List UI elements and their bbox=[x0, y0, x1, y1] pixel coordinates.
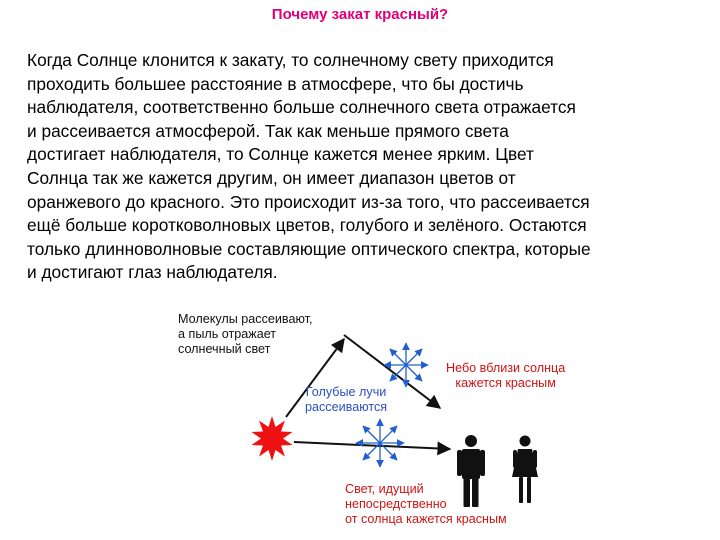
paragraph-line: достигает наблюдателя, то Солнце кажется менее ярким. Цвет bbox=[27, 144, 534, 165]
paragraph-line: Когда Солнце клонится к закату, то солнечному свету приходится bbox=[27, 50, 554, 70]
paragraph-line: и достигают глаз наблюдателя. bbox=[27, 262, 278, 283]
paragraph-line: только длинноволновые составляющие оптического спектра, которые bbox=[27, 238, 591, 259]
paragraph-line: и рассеивается атмосферой. Так как меньше прямого света bbox=[27, 120, 509, 141]
blue-rays-label: Голубые лучи рассеиваются bbox=[305, 385, 388, 414]
sunset-scattering-diagram bbox=[168, 305, 620, 538]
scattering-point-upper bbox=[384, 343, 428, 387]
sun-icon bbox=[252, 416, 293, 461]
observer-woman-icon bbox=[512, 436, 538, 504]
molecules-scatter-label: Молекулы рассеивают, а пыль отражает солнечный свет bbox=[178, 312, 313, 356]
paragraph-line: ещё больше коротковолновых цветов, голубого и зелёного. Остаются bbox=[27, 215, 587, 236]
paragraph-line: наблюдателя, соответственно больше солнечного света отражается bbox=[27, 97, 576, 118]
explanation-paragraph bbox=[27, 49, 697, 285]
sky-near-sun-label: Небо вблизи солнца кажется красным bbox=[446, 361, 566, 390]
direct-light-label: Свет, идущий непосредственно от солнца кажется красным bbox=[345, 482, 507, 526]
paragraph-line: проходить большее расстояние в атмосфере, что бы достичь bbox=[27, 73, 524, 94]
slide-title: Почему закат красный? bbox=[271, 6, 449, 23]
paragraph-line: оранжевого до красного. Это происходит из-за того, что рассеивается bbox=[27, 191, 590, 212]
paragraph-line: Солнца так же кажется другим, он имеет диапазон цветов от bbox=[27, 167, 516, 188]
scattering-point-lower bbox=[356, 419, 404, 467]
